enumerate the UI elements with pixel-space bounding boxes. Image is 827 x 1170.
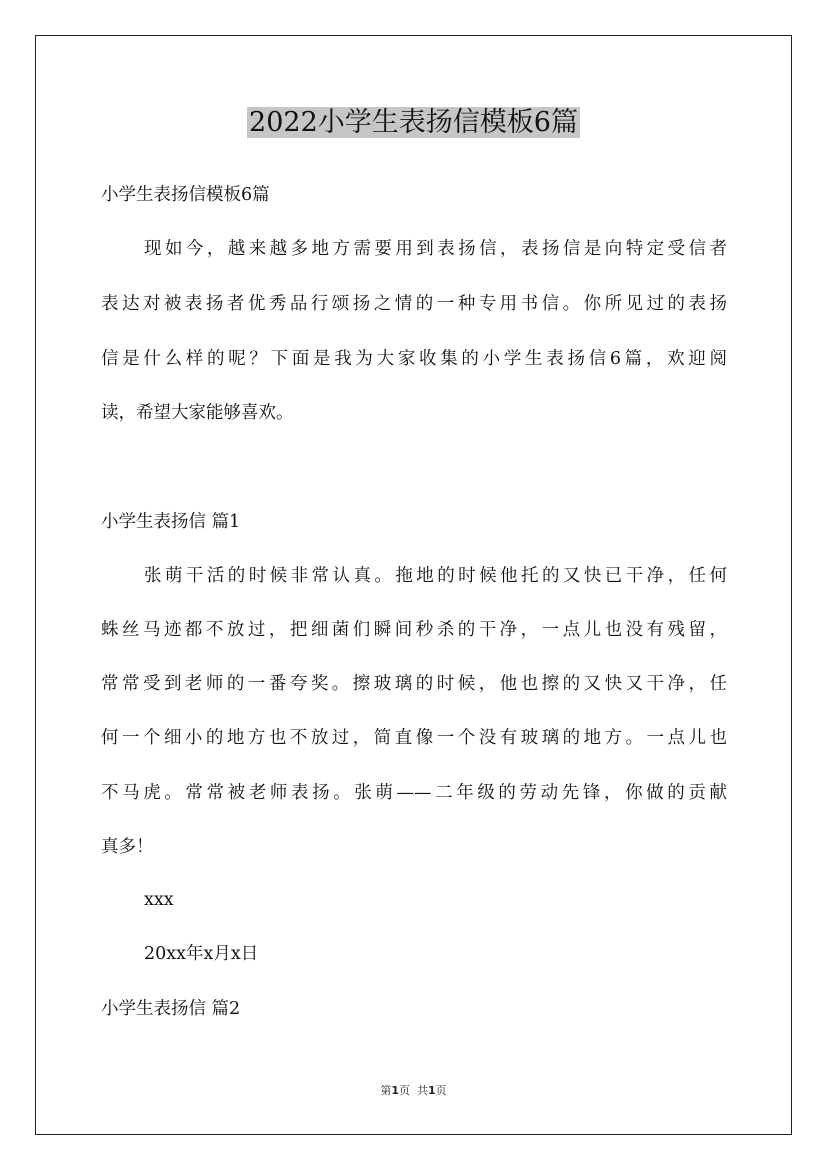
letter-line-3: 常常受到老师的一番夸奖。擦玻璃的时候，他也擦的又快又干净，任: [101, 674, 727, 694]
section-heading-2: 小学生表扬信 篇2: [101, 999, 241, 1019]
document-title: [0, 104, 827, 142]
intro-line-2: 表达对被表扬者优秀品行颂扬之情的一种专用书信。你所见过的表扬: [101, 294, 727, 314]
footer-suffix: 页: [435, 1084, 447, 1097]
letter-line-4: 何一个细小的地方也不放过，简直像一个没有玻璃的地方。一点儿也: [101, 728, 727, 748]
letter-line-6: 真多！: [101, 837, 154, 857]
signature: xxx: [144, 890, 174, 910]
letter-line-5: 不马虎。常常被老师表扬。张萌——二年级的劳动先锋，你做的贡献: [101, 783, 727, 803]
page-footer: [0, 1083, 827, 1099]
document-title-text: 2022小学生表扬信模板6篇: [249, 107, 578, 138]
intro-line-1: 现如今，越来越多地方需要用到表扬信，表扬信是向特定受信者: [144, 239, 727, 259]
footer-prefix: 第: [380, 1084, 392, 1097]
letter-line-1: 张萌干活的时候非常认真。拖地的时候他托的又快已干净，任何: [144, 566, 727, 586]
intro-line-4: 读，希望大家能够喜欢。: [101, 403, 294, 423]
footer-page-number: 1: [391, 1084, 399, 1097]
section-heading-1: 小学生表扬信 篇1: [101, 512, 241, 532]
intro-line-3: 信是什么样的呢？下面是我为大家收集的小学生表扬信6篇，欢迎阅: [101, 349, 727, 369]
letter-date: 20xx年x月x日: [144, 944, 259, 964]
letter-line-2: 蛛丝马迹都不放过，把细菌们瞬间秒杀的干净，一点儿也没有残留，: [101, 620, 727, 640]
document-subtitle: 小学生表扬信模板6篇: [101, 185, 270, 205]
footer-total-pages: 1: [428, 1084, 436, 1097]
footer-mid: 页 共: [399, 1084, 428, 1097]
